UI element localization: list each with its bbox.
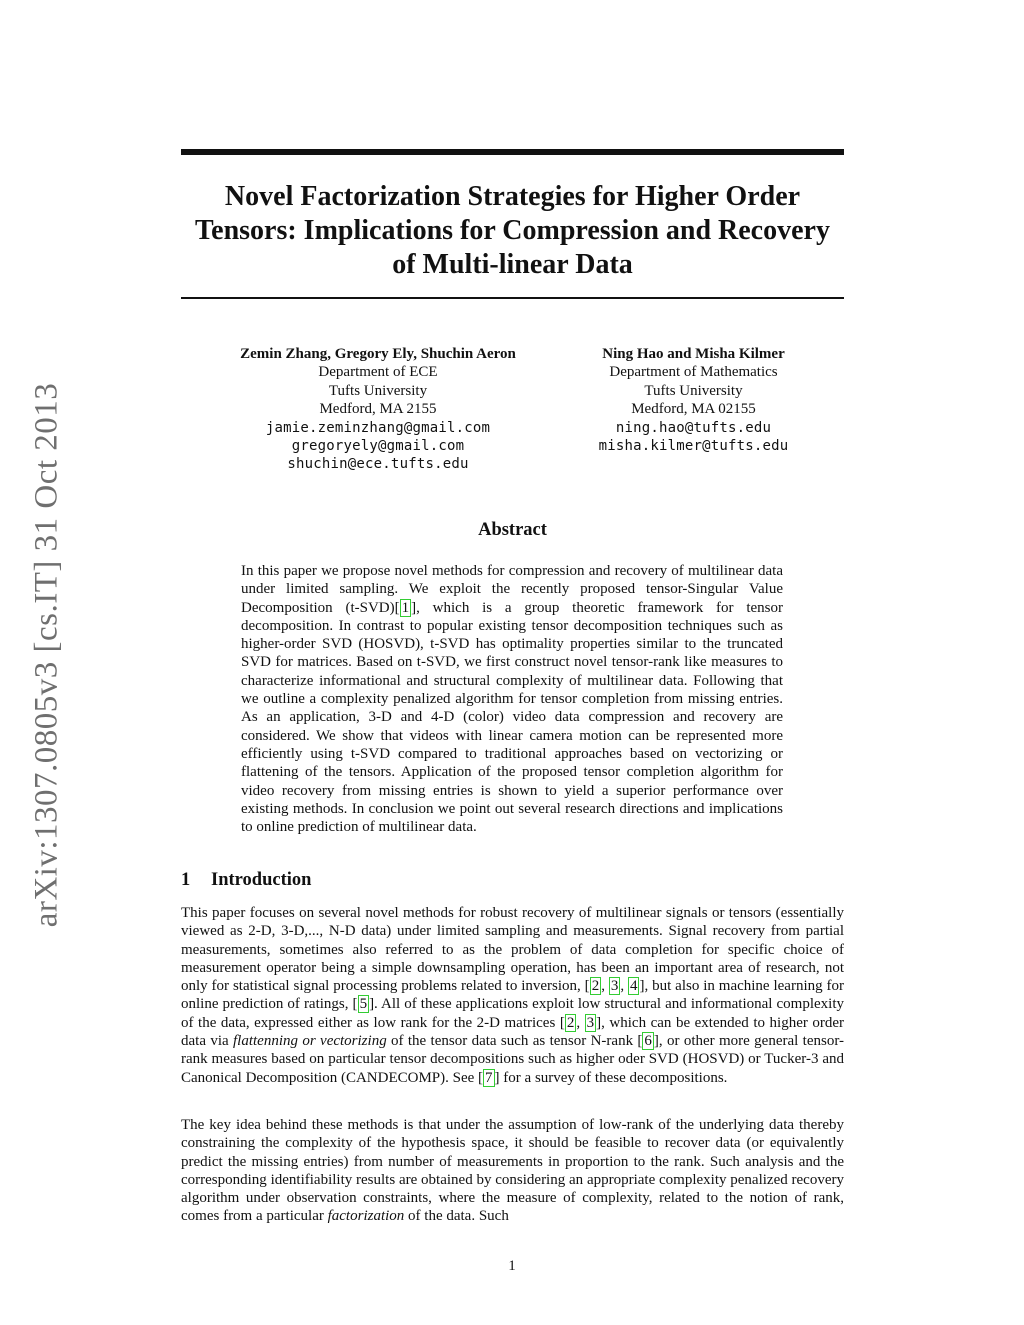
citation-link[interactable]: 2 bbox=[591, 978, 600, 995]
author-location: Medford, MA 02155 bbox=[631, 401, 756, 418]
title-line-3: of Multi-linear Data bbox=[392, 249, 633, 280]
title-top-rule bbox=[181, 149, 844, 155]
author-names: Ning Hao and Misha Kilmer bbox=[602, 346, 785, 362]
author-email[interactable]: jamie.zeminzhang@gmail.com bbox=[265, 419, 491, 436]
citation-link[interactable]: 4 bbox=[629, 978, 638, 995]
section-heading-introduction bbox=[181, 870, 311, 891]
author-university: Tufts University bbox=[644, 382, 743, 399]
abstract-citation-bracket-open: [ bbox=[394, 599, 400, 616]
author-email[interactable]: ning.hao@tufts.edu bbox=[615, 419, 772, 436]
introduction-paragraph bbox=[181, 904, 844, 1087]
citation-separator: , bbox=[601, 978, 609, 995]
section-number: 1 bbox=[181, 870, 191, 890]
paragraph-text: of the data. Such bbox=[404, 1208, 509, 1225]
citation-separator: , bbox=[576, 1014, 585, 1031]
paragraph-text: This paper focuses on several novel methods for robust recovery of multilinear signals or tensors (essentially viewed as 2-D, 3-D,..., N-D data) under limited sampling and measurements. Signal recovery from partial measurements, sometimes also referred to as the problem of data completion for specific choice of measurement operator being a simple downsampling operation, has been an important area of research, not only for statistical signal processing problems related to inversion, [ bbox=[181, 905, 844, 995]
paragraph-text: ]. All of these applications exploit low structural and informational complexity of the data, expressed either as low rank for the 2-D matrices [ bbox=[181, 996, 844, 1031]
emphasized-text: factorization bbox=[327, 1208, 405, 1225]
author-email[interactable]: gregoryely@gmail.com bbox=[291, 438, 465, 455]
paragraph-text: of the tensor data such as tensor N-rank [ bbox=[386, 1033, 643, 1050]
paragraph-text: ], or other more general tensor-rank measures based on particular tensor decompositions such as higher oder SVD (HOSVD) or Tucker-3 and Canonical Decomposition (CANDECOMP). See [ bbox=[181, 1033, 845, 1086]
paper-title bbox=[170, 180, 855, 282]
introduction-paragraph bbox=[181, 1116, 844, 1226]
abstract-text-part: In this paper we propose novel methods for compression and recovery of multilinear data under limited sampling. We exploit the recently proposed tensor-Singular Value Decomposition (t-SVD) bbox=[241, 563, 783, 616]
author-email[interactable]: shuchin@ece.tufts.edu bbox=[287, 456, 469, 473]
arxiv-identifier-stamp[interactable]: arXiv:1307.0805v3 [cs.IT] 31 Oct 2013 bbox=[28, 382, 65, 928]
author-block-ece bbox=[213, 345, 543, 474]
citation-link[interactable]: 3 bbox=[610, 978, 619, 995]
abstract-heading: Abstract bbox=[478, 520, 547, 540]
page-number: 1 bbox=[508, 1258, 516, 1274]
title-bottom-rule bbox=[181, 297, 844, 299]
paragraph-text: The key idea behind these methods is that under the assumption of low-rank of the underlying data thereby constraining the complexity of the hypothesis space, it should be feasible to recover data (or equivalently predict the missing entries) from number of measurements in proportion to the rank. Such analysis and the corresponding identifiability results are obtained by considering an appropriate complexity penalized recovery algorithm under observation constraints, where the measure of complexity, related to the notion of rank, comes from a particular bbox=[181, 1117, 844, 1225]
citation-link[interactable]: 6 bbox=[644, 1033, 652, 1050]
title-line-2: Tensors: Implications for Compression and Recovery bbox=[195, 215, 830, 246]
author-university: Tufts University bbox=[328, 382, 428, 399]
citation-link[interactable]: 1 bbox=[401, 599, 410, 616]
citation-separator: , bbox=[620, 978, 628, 995]
citation-link[interactable]: 5 bbox=[359, 996, 368, 1013]
title-line-1: Novel Factorization Strategies for Higher Order bbox=[224, 181, 801, 212]
section-title: Introduction bbox=[211, 870, 312, 890]
citation-link[interactable]: 3 bbox=[586, 1014, 595, 1031]
abstract-text-part: , which is a group theoretic framework for tensor decomposition. In contrast to popular existing tensor decomposition techniques such as higher-order SVD (HOSVD), t-SVD has optimality properties similar to the truncated SVD for matrices. Based on t-SVD, we first construct novel tensor-rank like measures to characterize informational and structural complexity of multilinear data. Following that we outline a complexity penalized algorithm for tensor completion from missing entries. As an application, 3-D and 4-D (color) video data compression and recovery are considered. We show that videos with linear camera motion can be represented more efficiently using t-SVD compared to traditional approaches based on vectorizing or flattening of the tensors. Application of the proposed tensor completion algorithm for video recovery from missing entries is shown to yield a superior performance over existing methods. In conclusion we point out several research directions and implications to online prediction of multilinear data. bbox=[241, 599, 783, 836]
author-department: Department of ECE bbox=[318, 364, 438, 381]
abstract-citation-bracket-close: ] bbox=[411, 599, 417, 616]
emphasized-text: flattenning or vectorizing bbox=[233, 1033, 387, 1050]
author-location: Medford, MA 2155 bbox=[319, 401, 437, 418]
author-email[interactable]: misha.kilmer@tufts.edu bbox=[598, 438, 789, 455]
paragraph-text: ], but also in machine learning for online prediction of ratings, [ bbox=[181, 978, 844, 1013]
citation-link[interactable]: 7 bbox=[485, 1069, 493, 1086]
author-names: Zemin Zhang, Gregory Ely, Shuchin Aeron bbox=[240, 346, 516, 362]
author-block-math bbox=[561, 345, 826, 455]
author-section bbox=[181, 345, 844, 485]
paragraph-text: ] for a survey of these decompositions. bbox=[494, 1069, 728, 1086]
citation-link[interactable]: 2 bbox=[566, 1014, 575, 1031]
paragraph-text: ], which can be extended to higher order data via bbox=[181, 1014, 845, 1050]
abstract-text bbox=[241, 562, 783, 836]
author-department: Department of Mathematics bbox=[609, 364, 778, 381]
